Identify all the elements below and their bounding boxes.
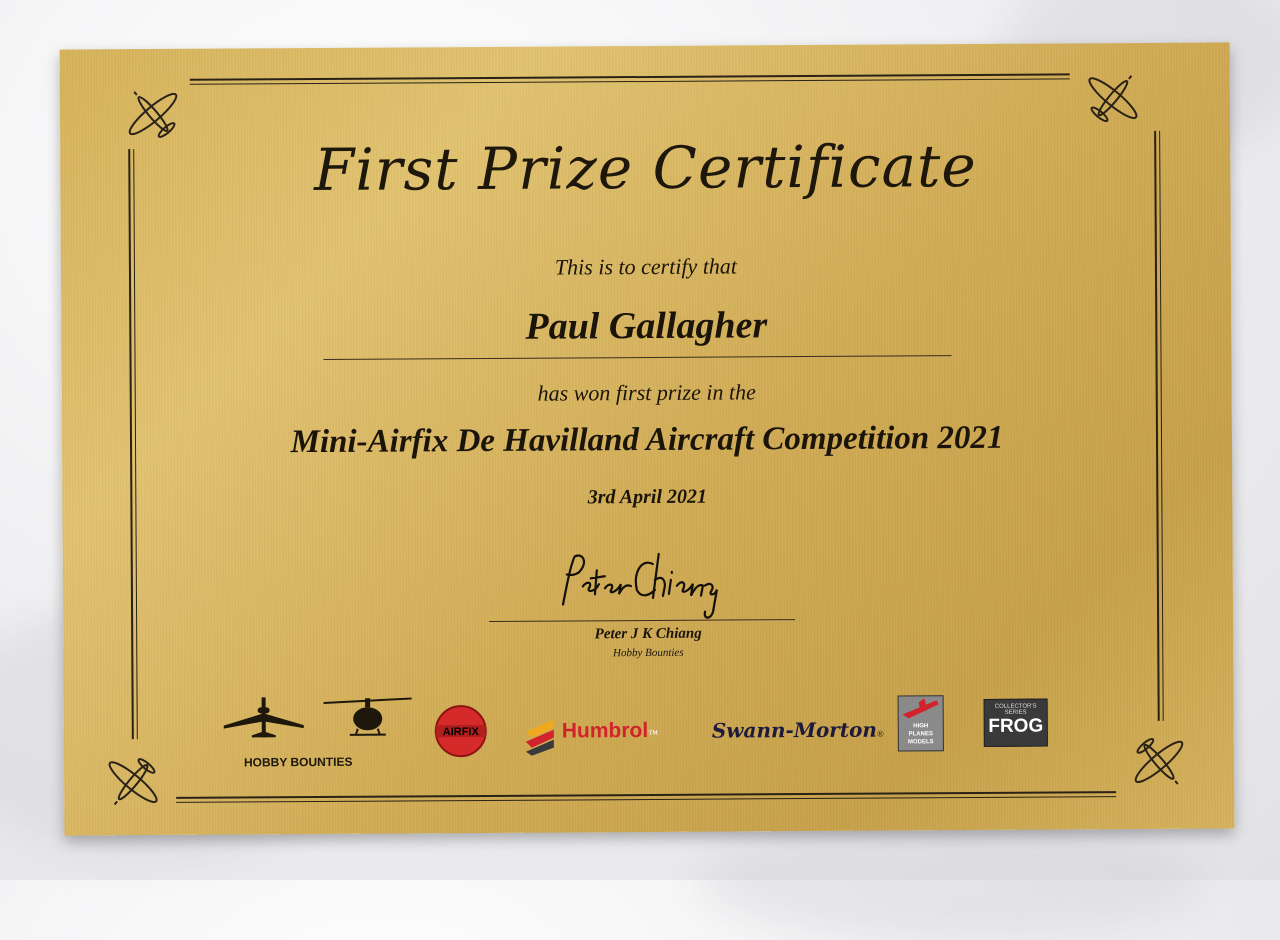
humbrol-text: Humbrol: [562, 719, 648, 743]
sponsor-logos: [204, 688, 1104, 773]
spitfire-icon: [1124, 727, 1194, 797]
humbrol-trademark: ™: [648, 729, 658, 740]
airfix-logo: [434, 704, 488, 758]
signer-name: Peter J K Chiang: [63, 622, 1233, 646]
spitfire-icon: [1078, 63, 1148, 133]
high-planes-logo: [898, 695, 944, 751]
certificate-plate: [60, 42, 1235, 835]
jet-fighter-icon: [214, 695, 314, 746]
name-underline: [324, 355, 952, 360]
achievement-text: has won first prize in the: [62, 376, 1232, 409]
helicopter-icon: [320, 692, 416, 743]
swann-morton-text: Swann-Morton: [712, 718, 877, 743]
spitfire-icon: [98, 747, 168, 817]
handwritten-signature: [553, 534, 724, 625]
frog-text: FROG: [985, 716, 1047, 738]
recipient-name: Paul Gallagher: [61, 300, 1231, 351]
frog-logo: [984, 699, 1048, 747]
airfix-logo-text: AIRFIX: [443, 726, 480, 738]
signer-organization: Hobby Bounties: [63, 643, 1233, 662]
intro-text: This is to certify that: [61, 250, 1231, 283]
high-planes-line3: MODELS: [899, 738, 943, 746]
humbrol-icon: [524, 718, 558, 756]
plane-icon: [899, 696, 943, 722]
swann-morton-registered: ®: [877, 729, 884, 739]
humbrol-logo: [562, 719, 658, 744]
high-planes-line2: PLANES: [899, 730, 943, 738]
hobby-bounties-logo: HOBBY BOUNTIES: [244, 755, 353, 770]
competition-name: Mini-Airfix De Havilland Aircraft Competition 2021: [62, 418, 1232, 462]
swann-morton-logo: [712, 718, 884, 743]
award-date: 3rd April 2021: [62, 482, 1232, 512]
cloth-fold: [700, 820, 1200, 940]
frog-subtitle: COLLECTOR'S SERIES: [985, 704, 1047, 716]
certificate-title: First Prize Certificate: [60, 130, 1230, 205]
high-planes-line1: HIGH: [899, 722, 943, 730]
